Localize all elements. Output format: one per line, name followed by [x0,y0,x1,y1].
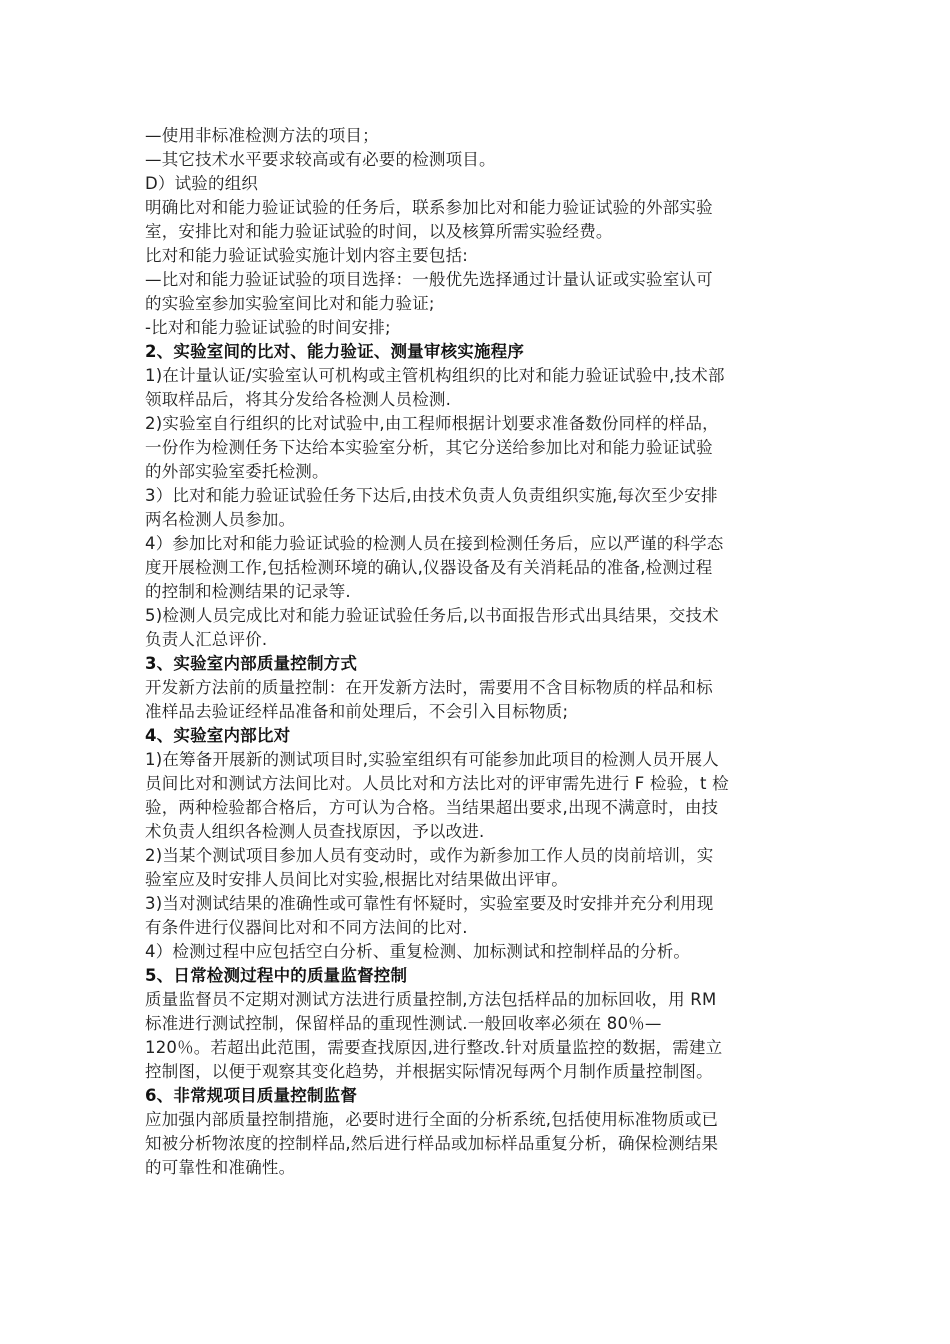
text-line: 度开展检测工作,包括检测环境的确认,仪器设备及有关消耗品的准备,检测过程 [145,558,713,577]
text-line: 验室应及时安排人员间比对实验,根据比对结果做出评审。 [145,870,568,889]
section-heading: 6、非常规项目质量控制监督 [145,1086,358,1105]
text-line: 一份作为检测任务下达给本实验室分析，其它分送给参加比对和能力验证试验 [145,438,713,457]
text-line: 1)在计量认证/实验室认可机构或主管机构组织的比对和能力验证试验中,技术部 [145,366,725,385]
text-line: 两名检测人员参加。 [145,510,296,529]
text-line: 验，两种检验都合格后，方可认为合格。当结果超出要求,出现不满意时，由技 [145,798,719,817]
text-line: 2)当某个测试项目参加人员有变动时，或作为新参加工作人员的岗前培训，实 [145,846,714,865]
text-line: 3）比对和能力验证试验任务下达后,由技术负责人负责组织实施,每次至少安排 [145,486,718,505]
text-line: 比对和能力验证试验实施计划内容主要包括: [145,246,469,265]
text-line: —比对和能力验证试验的项目选择：一般优先选择通过计量认证或实验室认可 [145,270,713,289]
text-line: -比对和能力验证试验的时间安排; [145,318,391,337]
text-line: 领取样品后，将其分发给各检测人员检测. [145,390,452,409]
text-line: 有条件进行仪器间比对和不同方法间的比对. [145,918,468,937]
text-line: 质量监督员不定期对测试方法进行质量控制,方法包括样品的加标回收，用 RM [145,990,717,1009]
text-line: 明确比对和能力验证试验的任务后，联系参加比对和能力验证试验的外部实验 [145,198,713,217]
document-body [145,124,810,1180]
text-line: 4）参加比对和能力验证试验的检测人员在接到检测任务后，应以严谨的科学态 [145,534,724,553]
text-line: 应加强内部质量控制措施，必要时进行全面的分析系统,包括使用标准物质或已 [145,1110,719,1129]
text-line: 负责人汇总评价. [145,630,268,649]
text-line: 120％。若超出此范围，需要查找原因,进行整改.针对质量监控的数据，需建立 [145,1038,723,1057]
text-line: 室，安排比对和能力验证试验的时间，以及核算所需实验经费。 [145,222,613,241]
text-line: 控制图，以便于观察其变化趋势，并根据实际情况每两个月制作质量控制图。 [145,1062,713,1081]
text-line: 4）检测过程中应包括空白分析、重复检测、加标测试和控制样品的分析。 [145,942,691,961]
text-line: 的外部实验室委托检测。 [145,462,329,481]
text-line: 的控制和检测结果的记录等. [145,582,351,601]
text-line: 的实验室参加实验室间比对和能力验证; [145,294,435,313]
section-heading: 2、实验室间的比对、能力验证、测量审核实施程序 [145,342,525,361]
text-line: 5)检测人员完成比对和能力验证试验任务后,以书面报告形式出具结果，交技术 [145,606,719,625]
section-heading: 5、日常检测过程中的质量监督控制 [145,966,408,985]
text-line: 3)当对测试结果的准确性或可靠性有怀疑时，实验室要及时安排并充分利用现 [145,894,714,913]
text-line: —使用非标准检测方法的项目； [145,126,379,145]
text-line: 准样品去验证经样品准备和前处理后，不会引入目标物质; [145,702,569,721]
text-line: 开发新方法前的质量控制：在开发新方法时，需要用不含目标物质的样品和标 [145,678,713,697]
text-line: 知被分析物浓度的控制样品,然后进行样品或加标样品重复分析，确保检测结果 [145,1134,719,1153]
text-line: D）试验的组织 [145,174,259,193]
section-heading: 4、实验室内部比对 [145,726,291,745]
text-line: —其它技术水平要求较高或有必要的检测项目。 [145,150,496,169]
section-heading: 3、实验室内部质量控制方式 [145,654,358,673]
text-line: 员间比对和测试方法间比对。人员比对和方法比对的评审需先进行 F 检验，t 检 [145,774,729,793]
text-line: 2)实验室自行组织的比对试验中,由工程师根据计划要求准备数份同样的样品， [145,414,719,433]
text-line: 1)在筹备开展新的测试项目时,实验室组织有可能参加此项目的检测人员开展人 [145,750,719,769]
text-line: 的可靠性和准确性。 [145,1158,296,1177]
text-line: 术负责人组织各检测人员查找原因，予以改进. [145,822,485,841]
text-line: 标准进行测试控制，保留样品的重现性测试.一般回收率必须在 80％— [145,1014,662,1033]
